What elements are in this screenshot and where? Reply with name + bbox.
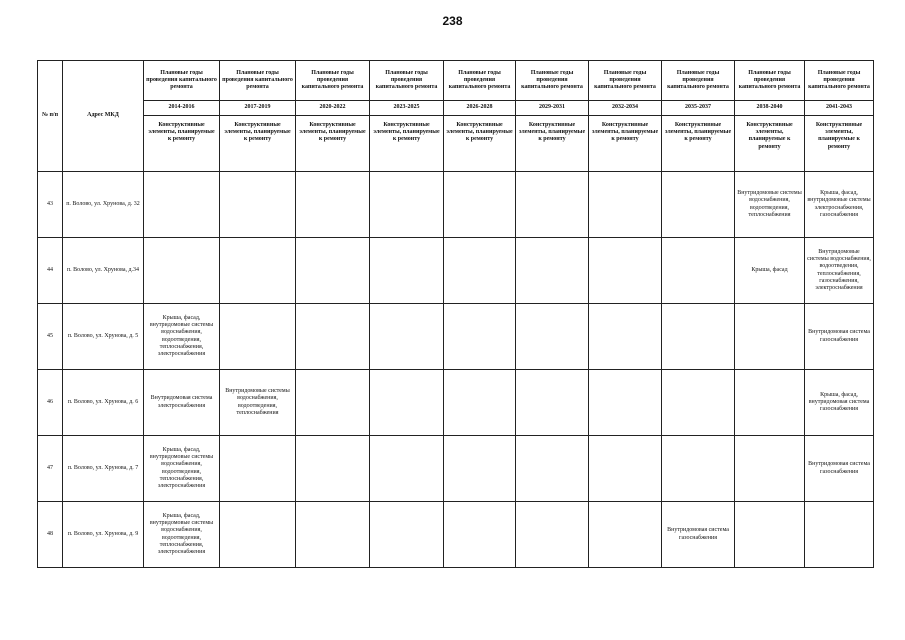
repair-cell	[516, 436, 589, 502]
row-address: п. Волово, ул. Хрунова, д. 7	[63, 436, 144, 502]
repair-cell: Внутридомовая система электроснабжения	[144, 370, 220, 436]
repair-cell: Крыша, фасад, внутридомовая система газоснабжения	[805, 370, 874, 436]
repair-cell	[220, 238, 296, 304]
repair-cell	[589, 304, 662, 370]
repair-cell	[662, 238, 735, 304]
header-period-title: Плановые годы проведения капитального ремонта	[370, 61, 444, 101]
header-years: 2026-2028	[444, 101, 516, 116]
header-elements: Конструктивные элементы, планируемые к ремонту	[735, 116, 805, 172]
header-period-title: Плановые годы проведения капитального ремонта	[296, 61, 370, 101]
repair-cell	[516, 502, 589, 568]
repair-cell	[735, 370, 805, 436]
header-elements: Конструктивные элементы, планируемые к ремонту	[662, 116, 735, 172]
header-period-title: Плановые годы проведения капитального ремонта	[805, 61, 874, 101]
header-period-title: Плановые годы проведения капитального ремонта	[662, 61, 735, 101]
repair-cell	[444, 172, 516, 238]
repair-cell	[516, 172, 589, 238]
repair-cell	[220, 436, 296, 502]
page-number: 238	[442, 14, 463, 28]
repair-cell	[589, 370, 662, 436]
header-years: 2014-2016	[144, 101, 220, 116]
repair-cell	[444, 370, 516, 436]
repair-cell	[144, 238, 220, 304]
header-period-title: Плановые годы проведения капитального ремонта	[516, 61, 589, 101]
repair-cell	[444, 502, 516, 568]
header-number: № п/п	[38, 61, 63, 172]
repair-cell	[589, 502, 662, 568]
repair-cell	[296, 238, 370, 304]
repair-cell	[370, 370, 444, 436]
table-row	[38, 238, 874, 304]
repair-cell	[296, 502, 370, 568]
header-elements: Конструктивные элементы, планируемые к ремонту	[805, 116, 874, 172]
header-period-title: Плановые годы проведения капитального ремонта	[589, 61, 662, 101]
repair-cell: Крыша, фасад, внутридомовые системы водоснабжения, водоотведения, теплоснабжения, электроснабжения	[144, 304, 220, 370]
row-address: п. Волово, ул. Хрунова, д. 32	[63, 172, 144, 238]
repair-cell	[144, 172, 220, 238]
repair-cell	[296, 304, 370, 370]
repair-cell	[370, 502, 444, 568]
repair-cell: Внутридомовые системы водоснабжения, водоотведения, теплоснабжения	[220, 370, 296, 436]
header-years: 2038-2040	[735, 101, 805, 116]
repair-cell	[370, 436, 444, 502]
repair-cell: Крыша, фасад	[735, 238, 805, 304]
header-years: 2020-2022	[296, 101, 370, 116]
header-years: 2041-2043	[805, 101, 874, 116]
repair-cell	[662, 304, 735, 370]
capital-repair-plan-table	[37, 60, 874, 568]
header-elements: Конструктивные элементы, планируемые к ремонту	[220, 116, 296, 172]
row-number: 45	[38, 304, 63, 370]
header-period-title: Плановые годы проведения капитального ремонта	[735, 61, 805, 101]
repair-cell: Крыша, фасад, внутридомовые системы электроснабжения, газоснабжения	[805, 172, 874, 238]
repair-cell	[444, 436, 516, 502]
row-number: 47	[38, 436, 63, 502]
row-address: п. Волово, ул. Хрунова, д. 9	[63, 502, 144, 568]
table-row	[38, 172, 874, 238]
header-row-elements	[38, 116, 874, 172]
repair-cell	[589, 436, 662, 502]
repair-cell	[516, 304, 589, 370]
repair-cell	[662, 370, 735, 436]
repair-cell	[516, 370, 589, 436]
row-number: 44	[38, 238, 63, 304]
header-period-title: Плановые годы проведения капитального ремонта	[220, 61, 296, 101]
repair-cell	[370, 238, 444, 304]
repair-cell	[444, 238, 516, 304]
table-header	[38, 61, 874, 172]
repair-cell	[662, 172, 735, 238]
repair-cell	[370, 304, 444, 370]
header-years: 2017-2019	[220, 101, 296, 116]
header-years: 2023-2025	[370, 101, 444, 116]
header-years: 2032-2034	[589, 101, 662, 116]
header-elements: Конструктивные элементы, планируемые к ремонту	[296, 116, 370, 172]
repair-cell	[220, 304, 296, 370]
header-elements: Конструктивные элементы, планируемые к ремонту	[144, 116, 220, 172]
header-elements: Конструктивные элементы, планируемые к ремонту	[516, 116, 589, 172]
row-address: п. Волово, ул. Хрунова, д.34	[63, 238, 144, 304]
header-row-years	[38, 101, 874, 116]
row-address: п. Волово, ул. Хрунова, д. 6	[63, 370, 144, 436]
repair-cell	[296, 370, 370, 436]
table-row	[38, 304, 874, 370]
repair-cell	[296, 172, 370, 238]
row-number: 43	[38, 172, 63, 238]
header-period-title: Плановые годы проведения капитального ремонта	[444, 61, 516, 101]
header-years: 2029-2031	[516, 101, 589, 116]
header-address: Адрес МКД	[63, 61, 144, 172]
header-years: 2035-2037	[662, 101, 735, 116]
repair-cell	[370, 172, 444, 238]
repair-cell: Внутридомовая система газоснабжения	[662, 502, 735, 568]
repair-cell: Внутридомовая система газоснабжения	[805, 436, 874, 502]
header-row-titles	[38, 61, 874, 101]
repair-cell	[735, 436, 805, 502]
repair-cell: Крыша, фасад, внутридомовые системы водоснабжения, водоотведения, теплоснабжения, электроснабжения	[144, 436, 220, 502]
header-elements: Конструктивные элементы, планируемые к ремонту	[589, 116, 662, 172]
repair-cell	[589, 172, 662, 238]
repair-cell	[735, 502, 805, 568]
repair-cell: Крыша, фасад, внутридомовые системы водоснабжения, водоотведения, теплоснабжения, электроснабжения	[144, 502, 220, 568]
table-row	[38, 502, 874, 568]
row-address: п. Волово, ул. Хрунова, д. 5	[63, 304, 144, 370]
repair-cell	[662, 436, 735, 502]
header-elements: Конструктивные элементы, планируемые к ремонту	[370, 116, 444, 172]
repair-cell: Внутридомовая система газоснабжения	[805, 304, 874, 370]
repair-cell	[220, 172, 296, 238]
repair-cell	[589, 238, 662, 304]
repair-cell	[805, 502, 874, 568]
header-period-title: Плановые годы проведения капитального ремонта	[144, 61, 220, 101]
repair-cell	[296, 436, 370, 502]
row-number: 48	[38, 502, 63, 568]
table-row	[38, 436, 874, 502]
table-row	[38, 370, 874, 436]
repair-cell	[516, 238, 589, 304]
repair-cell: Внутридомовые системы водоснабжения, водоотведения, теплоснабжения	[735, 172, 805, 238]
row-number: 46	[38, 370, 63, 436]
repair-cell	[220, 502, 296, 568]
header-elements: Конструктивные элементы, планируемые к ремонту	[444, 116, 516, 172]
repair-cell: Внутридомовые системы водоснабжения, водоотведения, теплоснабжения, газоснабжения, электроснабжения	[805, 238, 874, 304]
repair-cell	[444, 304, 516, 370]
table-body	[38, 172, 874, 568]
repair-cell	[735, 304, 805, 370]
